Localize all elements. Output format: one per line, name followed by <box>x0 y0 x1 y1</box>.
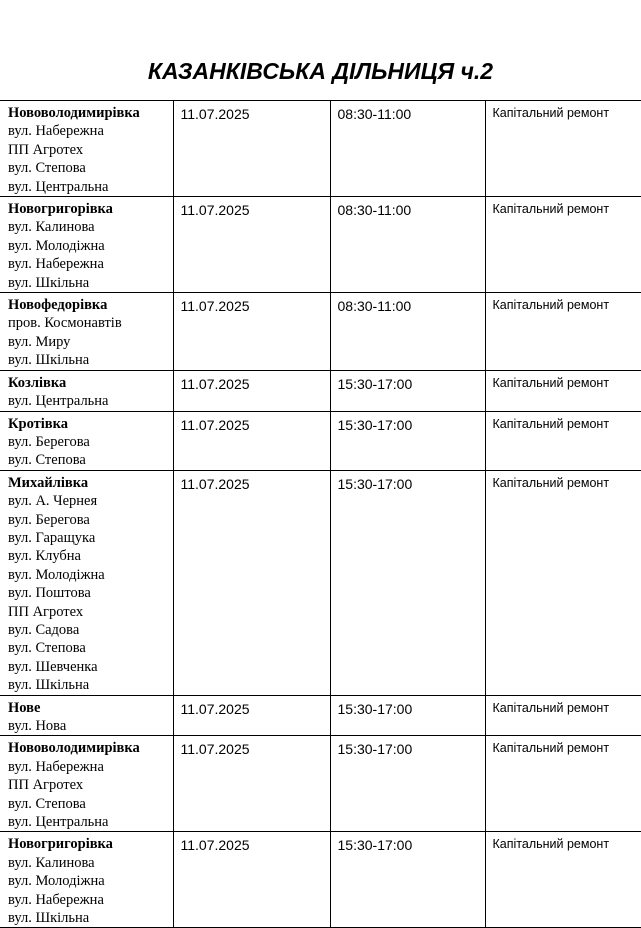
work-type-cell: Капітальний ремонт <box>485 411 641 470</box>
time-cell: 08:30-11:00 <box>330 101 485 197</box>
street-name: вул. Нова <box>8 718 67 734</box>
table-row <box>0 197 641 293</box>
village-name: Кротівка <box>8 415 69 432</box>
date-cell: 11.07.2025 <box>173 832 330 928</box>
location-cell <box>0 736 173 832</box>
work-type-cell: Капітальний ремонт <box>485 101 641 197</box>
outage-schedule-table <box>0 100 641 928</box>
work-type-cell: Капітальний ремонт <box>485 370 641 411</box>
table-row <box>0 832 641 928</box>
street-name: вул. Центральна <box>8 178 109 195</box>
street-name: вул. Набережна <box>8 256 104 273</box>
date-cell: 11.07.2025 <box>173 695 330 736</box>
street-name: вул. Степова <box>8 160 86 177</box>
street-name: вул. Степова <box>8 795 86 812</box>
street-name: вул. А. Чернея <box>8 493 98 510</box>
village-name: Нововолодимирівка <box>8 740 140 757</box>
street-name: вул. Молодіжна <box>8 873 105 890</box>
village-name: Новогригорівка <box>8 201 113 218</box>
location-cell <box>0 370 173 411</box>
village-name: Нове <box>8 699 41 716</box>
street-name: вул. Молодіжна <box>8 566 105 583</box>
street-name: вул. Шкільна <box>8 910 90 927</box>
work-type-cell: Капітальний ремонт <box>485 832 641 928</box>
table-row <box>0 370 641 411</box>
time-cell: 15:30-17:00 <box>330 411 485 470</box>
location-cell <box>0 695 173 736</box>
village-name: Козлівка <box>8 374 67 391</box>
time-cell: 15:30-17:00 <box>330 370 485 411</box>
street-name: вул. Гаращука <box>8 529 96 546</box>
street-name: ПП Агротех <box>8 141 84 158</box>
street-name: вул. Степова <box>8 452 86 469</box>
street-name: ПП Агротех <box>8 777 84 794</box>
street-name: вул. Берегова <box>8 433 90 450</box>
time-cell: 15:30-17:00 <box>330 736 485 832</box>
street-name: вул. Берегова <box>8 511 90 528</box>
time-cell: 08:30-11:00 <box>330 197 485 293</box>
page-title: КАЗАНКІВСЬКА ДІЛЬНИЦЯ ч.2 <box>147 58 494 84</box>
date-cell: 11.07.2025 <box>173 293 330 371</box>
street-name: вул. Набережна <box>8 758 104 775</box>
street-name: ПП Агротех <box>8 603 84 620</box>
street-name: вул. Шевченка <box>8 658 98 675</box>
village-name: Михайлівка <box>8 474 89 491</box>
location-cell <box>0 832 173 928</box>
street-name: вул. Молодіжна <box>8 237 105 254</box>
table-body <box>0 101 641 928</box>
table-row <box>0 411 641 470</box>
location-cell <box>0 101 173 197</box>
street-name: вул. Калинова <box>8 219 95 236</box>
date-cell: 11.07.2025 <box>173 470 330 695</box>
street-name: вул. Шкільна <box>8 274 90 291</box>
time-cell: 15:30-17:00 <box>330 695 485 736</box>
time-cell: 15:30-17:00 <box>330 832 485 928</box>
location-cell <box>0 470 173 695</box>
street-name: вул. Клубна <box>8 548 81 565</box>
location-cell <box>0 197 173 293</box>
date-cell: 11.07.2025 <box>173 736 330 832</box>
village-name: Новофедорівка <box>8 297 108 314</box>
date-cell: 11.07.2025 <box>173 411 330 470</box>
street-name: вул. Калинова <box>8 854 95 871</box>
work-type-cell: Капітальний ремонт <box>485 736 641 832</box>
work-type-cell: Капітальний ремонт <box>485 197 641 293</box>
street-name: вул. Поштова <box>8 585 91 602</box>
time-cell: 08:30-11:00 <box>330 293 485 371</box>
location-cell <box>0 411 173 470</box>
village-name: Новогригорівка <box>8 836 113 853</box>
village-name: Нововолодимирівка <box>8 105 140 121</box>
street-name: вул. Набережна <box>8 123 104 140</box>
table-row <box>0 736 641 832</box>
table-row <box>0 695 641 736</box>
table-row <box>0 470 641 695</box>
street-name: вул. Миру <box>8 333 71 350</box>
date-cell: 11.07.2025 <box>173 197 330 293</box>
street-name: вул. Шкільна <box>8 677 90 694</box>
street-name: вул. Садова <box>8 621 80 638</box>
street-name: вул. Набережна <box>8 891 104 908</box>
date-cell: 11.07.2025 <box>173 101 330 197</box>
time-cell: 15:30-17:00 <box>330 470 485 695</box>
work-type-cell: Капітальний ремонт <box>485 470 641 695</box>
date-cell: 11.07.2025 <box>173 370 330 411</box>
street-name: вул. Шкільна <box>8 352 90 369</box>
street-name: вул. Центральна <box>8 814 109 831</box>
work-type-cell: Капітальний ремонт <box>485 293 641 371</box>
street-name: вул. Центральна <box>8 393 109 410</box>
table-row <box>0 101 641 197</box>
location-cell <box>0 293 173 371</box>
street-name: пров. Космонавтів <box>8 315 122 332</box>
street-name: вул. Степова <box>8 640 86 657</box>
work-type-cell: Капітальний ремонт <box>485 695 641 736</box>
table-row <box>0 293 641 371</box>
